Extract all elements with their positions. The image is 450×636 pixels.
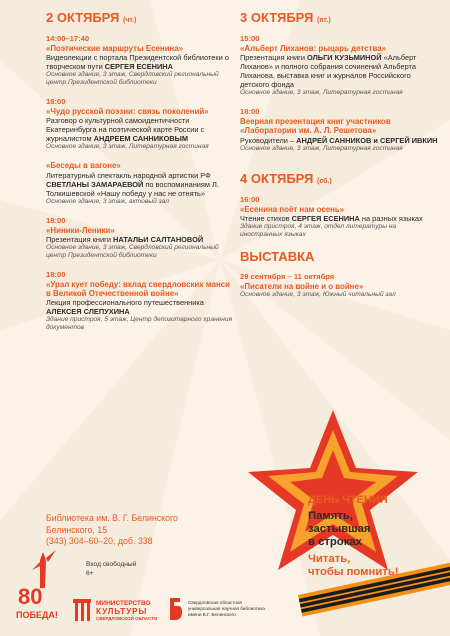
event-place: Основное здание, 3 этаж, Литературная гостиная — [240, 144, 403, 152]
event-time: 18:00 — [240, 107, 260, 117]
library-line: универсальная научная библиотека — [188, 606, 265, 611]
free-entry-label: Вход свободный — [86, 561, 137, 568]
event-place: Здание пристроя, 5 этаж, Центр депозитарного хранения документов — [46, 316, 233, 332]
event-title: «Поэтические маршруты Есенина» — [46, 44, 184, 53]
victory-number: 80 — [18, 584, 43, 609]
promo-heading: ДЕНЬ ЧТЕНИЯ — [308, 494, 388, 506]
day-heading: 3 ОКТЯБРЯ (пт.) — [240, 10, 331, 25]
ministry-line: СВЕРДЛОВСКОЙ ОБЛАСТИ — [96, 616, 158, 621]
event-time: 14:00–17:40 — [46, 34, 90, 43]
event-title: Веерная презентация книг участников «Лаборатории им. А. Л. Решетова» — [240, 117, 391, 136]
event-title: «Ниники-Леники» — [46, 225, 115, 235]
event — [240, 195, 440, 239]
ministry-line: КУЛЬТУРЫ — [96, 606, 148, 616]
entry-info — [86, 561, 136, 578]
event-desc: Презентация книги НАТАЛЬИ САЛТАНОВОЙ — [46, 234, 204, 244]
library-line: имени В.Г. Белинского — [188, 612, 236, 617]
event-place: Основное здание, 3 этаж, актовый зал — [46, 197, 169, 205]
victory-word: ПОБЕДА! — [16, 610, 58, 620]
event — [46, 97, 234, 151]
event-desc: Лекция профессионального путешественника АЛЕКСЕЯ СЛЕПУХИНА — [46, 298, 204, 317]
exhibition — [240, 272, 440, 299]
ministry-emblem-icon — [72, 598, 92, 624]
phone-number: (343) 304–60–20, доб. 338 — [46, 536, 153, 546]
event-place: Основное здание, 3 этаж, Литературная гостиная — [240, 89, 403, 97]
event-time: 16:00 — [240, 194, 260, 204]
promo-phrase: Память, застывшая в строках — [308, 510, 371, 548]
event-place: Основное здание, 3 этаж, Свердловский региональный центр Президентской библиотеки — [46, 243, 219, 259]
exhibition-place: Основное здание, 3 этаж, Южный читальный зал — [240, 291, 396, 299]
event-time: 18:00 — [46, 215, 66, 225]
event-desc: Видеолекции с портала Президентской библиотеки о творческом пути СЕРГЕЯ ЕСЕНИНА — [46, 53, 229, 72]
right-column — [240, 10, 440, 309]
reading-day-promo — [308, 494, 399, 579]
exhibition-dates: 29 сентября – 11 октября — [240, 271, 335, 281]
victory-80-logo — [14, 550, 66, 632]
event-desc: Разговор о культурной самоидентичности Екатеринбурга на поэтической карте России с журналистом АНДРЕЕМ САННИКОВЫМ — [46, 116, 205, 144]
promo-call-to-action: Читать, чтобы помнить! — [308, 553, 399, 578]
event-place: Основное здание, 3 этаж, Литературная гостиная — [46, 143, 209, 151]
event-time: 18:00 — [46, 97, 66, 107]
day-heading: 4 ОКТЯБРЯ (сб.) — [240, 170, 332, 186]
event-place: Здание пристроя, 4 этаж, отдел литературы на иностранных языках — [240, 222, 397, 238]
event — [46, 161, 234, 205]
library-line: Свердловская областная — [188, 600, 242, 605]
event-time: 15:00 — [240, 34, 260, 43]
event-desc: Руководители – АНДРЕЙ САННИКОВ и СЕРГЕЙ ИВКИН — [240, 135, 438, 145]
event-title: «Урал кует победу: вклад свердловских манси в Великой Отечественной войне» — [46, 279, 230, 299]
event-title: «Чудо русской поэзии: связь поколений» — [46, 107, 209, 117]
event-title: «Альберт Лиханов: рыцарь детства» — [240, 44, 386, 53]
event — [240, 34, 440, 97]
age-rating: 6+ — [86, 569, 94, 577]
event-desc: Литературный спектакль народной артистки РФ СВЕТЛАНЫ ЗАМАРАЕВОЙ по воспоминаниям Л. Толкишевской «Нашу победу у нас не отнять» — [46, 170, 219, 198]
event-place: Основное здание, 3 этаж, Свердловский региональный центр Президентской библиотеки — [46, 71, 219, 87]
exhibition-title: «Писатели на войне и о войне» — [240, 281, 364, 291]
day-heading: 2 ОКТЯБРЯ (чт.) — [46, 10, 137, 25]
library-name: Библиотека им. В. Г. Белинского — [46, 513, 178, 523]
event-title: «Есенина поёт нам осень» — [240, 204, 345, 214]
event — [46, 270, 234, 332]
exhibition-heading: ВЫСТАВКА — [240, 248, 315, 264]
event-desc: Чтение стихов СЕРГЕЯ ЕСЕНИНА на разных языках — [240, 213, 423, 223]
street-address: Белинского, 15 — [46, 524, 108, 535]
belinsky-library-logo — [166, 596, 296, 628]
library-address — [46, 513, 246, 548]
event — [46, 216, 234, 260]
event-time: 18:00 — [46, 269, 66, 279]
event-desc: Презентация книги ОЛЬГИ КУЗЬМИНОЙ «Альберт Лиханов» и полного собрания сочинений Альберта Лиханова, выставка книг и журналов Российского детского фонда — [240, 53, 417, 90]
left-column — [46, 10, 234, 342]
library-emblem-icon — [166, 596, 184, 624]
ministry-line: МИНИСТЕРСТВО — [96, 600, 151, 607]
event — [46, 34, 234, 87]
event — [240, 107, 440, 152]
event-title: «Беседы в вагоне» — [46, 161, 121, 171]
